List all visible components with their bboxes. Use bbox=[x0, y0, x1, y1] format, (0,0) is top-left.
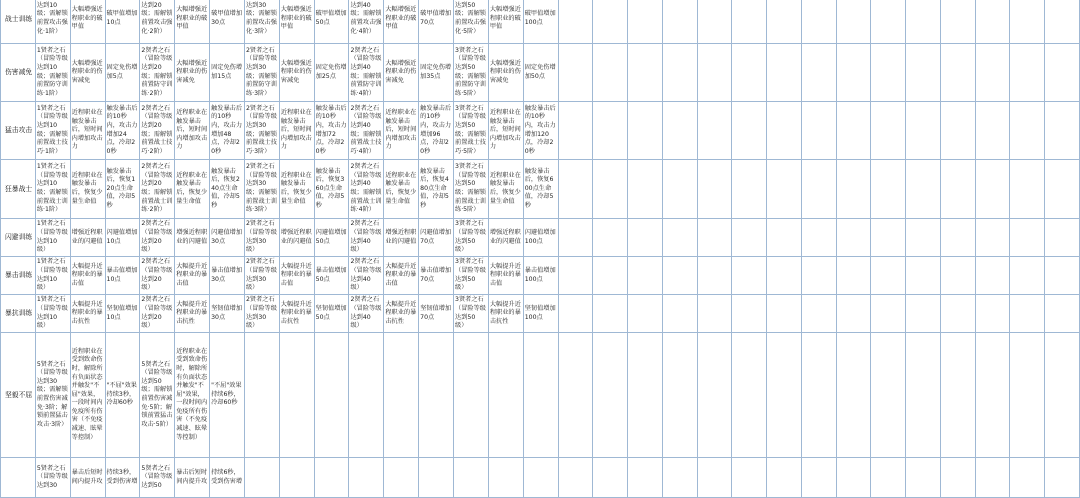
empty-cell[interactable] bbox=[767, 458, 802, 498]
table-row bbox=[1, 219, 1080, 257]
table-cell[interactable]: 达到30 级；需解锁 前置攻击强 化·3阶） bbox=[244, 0, 279, 44]
table-cell[interactable]: 近程职业在 触发暴击 后，短时间 内增加攻击 力 bbox=[279, 102, 314, 160]
table-cell[interactable]: 坚韧值增加 100点 bbox=[523, 295, 558, 333]
table-cell[interactable]: 2贤者之石 （冒险等级 达到20 级；需解锁 前置防守训 练·2阶） bbox=[140, 44, 175, 102]
empty-cell[interactable] bbox=[801, 102, 836, 160]
row-skill-name[interactable]: 暴抗训练 bbox=[1, 295, 36, 333]
table-cell[interactable]: 1贤者之石 （冒险等级 达到10 级） bbox=[35, 295, 70, 333]
row-skill-name[interactable]: 闪避训练 bbox=[1, 219, 36, 257]
empty-cell[interactable] bbox=[767, 333, 802, 458]
empty-cell[interactable] bbox=[1045, 257, 1080, 295]
empty-cell[interactable] bbox=[349, 333, 384, 458]
table-cell[interactable]: 大幅提升近 程职业的暴 击抗性 bbox=[488, 295, 523, 333]
empty-cell[interactable] bbox=[906, 0, 941, 44]
table-cell[interactable]: 近程职业在 触发暴击 后，短时间 内增加攻击 力 bbox=[175, 102, 210, 160]
table-cell[interactable]: 触发暴击 后，恢复6 00点生命 值，冷却5 秒 bbox=[523, 160, 558, 219]
empty-cell[interactable] bbox=[558, 333, 593, 458]
empty-cell[interactable] bbox=[871, 102, 906, 160]
empty-cell[interactable] bbox=[662, 102, 697, 160]
table-cell[interactable]: 2贤者之石 （冒险等级 达到30 级） bbox=[244, 257, 279, 295]
empty-cell[interactable] bbox=[1010, 219, 1045, 257]
table-cell[interactable]: "不屈"效果 持续3秒， 冷却60秒 bbox=[105, 333, 140, 458]
table-cell[interactable]: 闪避值增加 30点 bbox=[210, 219, 245, 257]
empty-cell[interactable] bbox=[628, 160, 663, 219]
table-cell[interactable]: 近程职业在 触发暴击 后，恢复少 量生命值 bbox=[175, 160, 210, 219]
empty-cell[interactable] bbox=[1045, 0, 1080, 44]
table-cell[interactable]: 大幅增强近 程职业的破 甲值 bbox=[279, 0, 314, 44]
empty-cell[interactable] bbox=[1045, 295, 1080, 333]
table-cell[interactable]: 2贤者之石 （冒险等级 达到40 级） bbox=[349, 295, 384, 333]
empty-cell[interactable] bbox=[1045, 333, 1080, 458]
table-cell[interactable]: 3贤者之石 （冒险等级 达到50 级） bbox=[454, 219, 489, 257]
empty-cell[interactable] bbox=[836, 333, 871, 458]
empty-cell[interactable] bbox=[1010, 458, 1045, 498]
empty-cell[interactable] bbox=[279, 333, 314, 458]
empty-cell[interactable] bbox=[871, 160, 906, 219]
empty-cell[interactable] bbox=[384, 458, 419, 498]
row-skill-name[interactable]: 坚毅不屈 bbox=[1, 333, 36, 458]
empty-cell[interactable] bbox=[697, 102, 732, 160]
table-cell[interactable]: 大幅增强近 程职业的伤 害减免 bbox=[384, 44, 419, 102]
table-cell[interactable]: 增强近程职 业的闪避值 bbox=[175, 219, 210, 257]
empty-cell[interactable] bbox=[940, 458, 975, 498]
table-cell[interactable]: 2贤者之石 （冒险等级 达到40 级；需解锁 前置防守训 练·4阶） bbox=[349, 44, 384, 102]
empty-cell[interactable] bbox=[801, 0, 836, 44]
empty-cell[interactable] bbox=[767, 0, 802, 44]
table-cell[interactable]: 大幅增强近 程职业的伤 害减免 bbox=[488, 44, 523, 102]
table-cell[interactable]: 破甲值增加 30点 bbox=[210, 0, 245, 44]
empty-cell[interactable] bbox=[1045, 160, 1080, 219]
table-cell[interactable]: 近程职业在 受到致命伤 时，解除所 有负面状态 并触发"不 屈"效果， 一段时间内 免疫所有伤 害（不免疫 减速、眩晕 等控制） bbox=[70, 333, 105, 458]
empty-cell[interactable] bbox=[732, 219, 767, 257]
empty-cell[interactable] bbox=[593, 295, 628, 333]
table-cell[interactable]: 大幅提升近 程职业的暴 击抗性 bbox=[175, 295, 210, 333]
table-cell[interactable]: 近程职业在 触发暴击 后，短时间 内增加攻击 力 bbox=[488, 102, 523, 160]
table-cell[interactable]: 大幅增强近 程职业的伤 害减免 bbox=[175, 44, 210, 102]
table-cell[interactable]: 2贤者之石 （冒险等级 达到20 级） bbox=[140, 257, 175, 295]
empty-cell[interactable] bbox=[1010, 257, 1045, 295]
empty-cell[interactable] bbox=[801, 295, 836, 333]
table-cell[interactable]: 5贤者之石 （冒险等级 达到30 bbox=[35, 458, 70, 498]
empty-cell[interactable] bbox=[662, 295, 697, 333]
table-cell[interactable]: 暴击值增加 10点 bbox=[105, 257, 140, 295]
empty-cell[interactable] bbox=[906, 44, 941, 102]
row-skill-name[interactable]: 猛击攻击 bbox=[1, 102, 36, 160]
table-cell[interactable]: 大幅提升近 程职业的暴 击抗性 bbox=[70, 295, 105, 333]
empty-cell[interactable] bbox=[558, 102, 593, 160]
empty-cell[interactable] bbox=[662, 160, 697, 219]
empty-cell[interactable] bbox=[593, 458, 628, 498]
table-cell[interactable]: 大幅增强近 程职业的破 甲值 bbox=[488, 0, 523, 44]
empty-cell[interactable] bbox=[593, 44, 628, 102]
empty-cell[interactable] bbox=[558, 219, 593, 257]
empty-cell[interactable] bbox=[593, 0, 628, 44]
table-cell[interactable]: 达到40 级；需解锁 前置攻击强 化·4阶） bbox=[349, 0, 384, 44]
empty-cell[interactable] bbox=[558, 458, 593, 498]
table-row bbox=[1, 160, 1080, 219]
table-cell[interactable]: 2贤者之石 （冒险等级 达到20 级） bbox=[140, 219, 175, 257]
empty-cell[interactable] bbox=[940, 333, 975, 458]
empty-cell[interactable] bbox=[662, 219, 697, 257]
table-row bbox=[1, 257, 1080, 295]
table-cell[interactable]: 大幅提升近 程职业的暴 击值 bbox=[70, 257, 105, 295]
empty-cell[interactable] bbox=[836, 44, 871, 102]
empty-cell[interactable] bbox=[801, 44, 836, 102]
empty-cell[interactable] bbox=[1010, 44, 1045, 102]
table-cell[interactable]: 近程职业在 触发暴击 后，恢复少 量生命值 bbox=[70, 160, 105, 219]
empty-cell[interactable] bbox=[697, 257, 732, 295]
table-cell[interactable]: 5贤者之石 （冒险等级 达到50 级；需解锁 前置伤害减 免·5阶；解 锁前置猛击 攻击·5阶） bbox=[140, 333, 175, 458]
empty-cell[interactable] bbox=[940, 257, 975, 295]
table-cell[interactable]: 大幅增强近 程职业的破 甲值 bbox=[175, 0, 210, 44]
empty-cell[interactable] bbox=[593, 160, 628, 219]
empty-cell[interactable] bbox=[975, 333, 1010, 458]
empty-cell[interactable] bbox=[906, 219, 941, 257]
table-cell[interactable]: 闪避值增加 10点 bbox=[105, 219, 140, 257]
empty-cell[interactable] bbox=[488, 333, 523, 458]
table-cell[interactable]: 固定免伤增 加35点 bbox=[419, 44, 454, 102]
empty-cell[interactable] bbox=[836, 458, 871, 498]
empty-cell[interactable] bbox=[836, 0, 871, 44]
empty-cell[interactable] bbox=[454, 458, 489, 498]
empty-cell[interactable] bbox=[940, 160, 975, 219]
empty-cell[interactable] bbox=[801, 219, 836, 257]
row-skill-name[interactable]: 战士训练 bbox=[1, 0, 36, 44]
table-cell[interactable]: 触发暴击 后，恢复4 80点生命 值，冷却5 秒 bbox=[419, 160, 454, 219]
empty-cell[interactable] bbox=[732, 160, 767, 219]
table-cell[interactable]: 3贤者之石 （冒险等级 达到50 级；需解锁 前置防守训 练·5阶） bbox=[454, 44, 489, 102]
table-cell[interactable]: 触发暴击后 的10秒 内，攻击力 增加96 点，冷却2 0秒 bbox=[419, 102, 454, 160]
table-cell[interactable]: 坚韧值增加 50点 bbox=[314, 295, 349, 333]
empty-cell[interactable] bbox=[975, 295, 1010, 333]
table-cell[interactable]: 2贤者之石 （冒险等级 达到30 级） bbox=[244, 219, 279, 257]
empty-cell[interactable] bbox=[1045, 44, 1080, 102]
table-cell[interactable]: 坚韧值增加 30点 bbox=[210, 295, 245, 333]
table-cell[interactable]: 近程职业在 受到致命伤 时，解除所 有负面状态 并触发"不 屈"效果， 一段时间内 免疫所有伤 害（不免疫 减速、眩晕 等控制） bbox=[175, 333, 210, 458]
empty-cell[interactable] bbox=[801, 458, 836, 498]
table-cell[interactable]: 2贤者之石 （冒险等级 达到20 级） bbox=[140, 295, 175, 333]
table-cell[interactable]: 2贤者之石 （冒险等级 达到40 级；需解锁 前置战士技 巧·4阶） bbox=[349, 102, 384, 160]
table-cell[interactable]: 触发暴击 后，恢复2 40点生命 值，冷却5 秒 bbox=[210, 160, 245, 219]
empty-cell[interactable] bbox=[732, 295, 767, 333]
empty-cell[interactable] bbox=[488, 458, 523, 498]
empty-cell[interactable] bbox=[454, 333, 489, 458]
empty-cell[interactable] bbox=[975, 257, 1010, 295]
empty-cell[interactable] bbox=[975, 160, 1010, 219]
empty-cell[interactable] bbox=[906, 295, 941, 333]
table-cell[interactable]: 近程职业在 触发暴击 后，恢复少 量生命值 bbox=[488, 160, 523, 219]
empty-cell[interactable] bbox=[244, 333, 279, 458]
empty-cell[interactable] bbox=[836, 219, 871, 257]
table-cell[interactable]: 2贤者之石 （冒险等级 达到30 级；需解锁 前置防守训 练·3阶） bbox=[244, 44, 279, 102]
empty-cell[interactable] bbox=[940, 0, 975, 44]
table-cell[interactable]: 暴击后短时 间内提升攻 bbox=[175, 458, 210, 498]
empty-cell[interactable] bbox=[801, 333, 836, 458]
empty-cell[interactable] bbox=[836, 257, 871, 295]
table-row bbox=[1, 295, 1080, 333]
table-cell[interactable]: 破甲值增加 50点 bbox=[314, 0, 349, 44]
empty-cell[interactable] bbox=[732, 44, 767, 102]
table-cell[interactable]: 固定免伤增 加50点 bbox=[523, 44, 558, 102]
row-skill-name[interactable]: 伤害减免 bbox=[1, 44, 36, 102]
empty-cell[interactable] bbox=[871, 458, 906, 498]
empty-cell[interactable] bbox=[558, 160, 593, 219]
empty-cell[interactable] bbox=[1045, 219, 1080, 257]
table-cell[interactable]: 2贤者之石 （冒险等级 达到40 级） bbox=[349, 219, 384, 257]
table-cell[interactable]: 触发暴击后 的10秒 内，攻击力 增加120 点，冷却2 0秒 bbox=[523, 102, 558, 160]
table-cell[interactable]: 固定免伤增 加15点 bbox=[210, 44, 245, 102]
table-cell[interactable]: 大幅提升近 程职业的暴 击抗性 bbox=[384, 295, 419, 333]
table-cell[interactable]: 固定免伤增 加25点 bbox=[314, 44, 349, 102]
empty-cell[interactable] bbox=[975, 219, 1010, 257]
table-cell[interactable]: 3贤者之石 （冒险等级 达到50 级） bbox=[454, 295, 489, 333]
empty-cell[interactable] bbox=[558, 44, 593, 102]
empty-cell[interactable] bbox=[1010, 295, 1045, 333]
empty-cell[interactable] bbox=[940, 44, 975, 102]
empty-cell[interactable] bbox=[906, 160, 941, 219]
table-cell[interactable]: 暴击值增加 100点 bbox=[523, 257, 558, 295]
table-cell[interactable]: 3贤者之石 （冒险等级 达到50 级） bbox=[454, 257, 489, 295]
table-cell[interactable]: 暴击值增加 30点 bbox=[210, 257, 245, 295]
table-cell[interactable]: 触发暴击后 的10秒 内，攻击力 增加48 点，冷却2 0秒 bbox=[210, 102, 245, 160]
table-cell[interactable]: 2贤者之石 （冒险等级 达到40 级） bbox=[349, 257, 384, 295]
empty-cell[interactable] bbox=[593, 257, 628, 295]
table-row bbox=[1, 0, 1080, 44]
empty-cell[interactable] bbox=[732, 257, 767, 295]
empty-cell[interactable] bbox=[906, 458, 941, 498]
empty-cell[interactable] bbox=[384, 333, 419, 458]
table-cell[interactable]: 大幅提升近 程职业的暴 击值 bbox=[175, 257, 210, 295]
empty-cell[interactable] bbox=[871, 0, 906, 44]
table-row bbox=[1, 333, 1080, 458]
table-cell[interactable]: 持续6秒， 受到伤害增 bbox=[210, 458, 245, 498]
empty-cell[interactable] bbox=[732, 458, 767, 498]
empty-cell[interactable] bbox=[906, 102, 941, 160]
empty-cell[interactable] bbox=[697, 44, 732, 102]
empty-cell[interactable] bbox=[697, 333, 732, 458]
table-cell[interactable]: 3贤者之石 （冒险等级 达到50 级；需解锁 前置战士技 巧·5阶） bbox=[454, 102, 489, 160]
table-cell[interactable]: 坚韧值增加 70点 bbox=[419, 295, 454, 333]
table-cell[interactable]: 大幅增强近 程职业的破 甲值 bbox=[70, 0, 105, 44]
table-cell[interactable]: 1贤者之石 （冒险等级 达到10 级） bbox=[35, 257, 70, 295]
empty-cell[interactable] bbox=[871, 219, 906, 257]
table-cell[interactable]: 增强近程职 业的闪避值 bbox=[279, 219, 314, 257]
table-cell[interactable]: 1贤者之石 （冒险等级 达到10 级；需解锁 前置战士技 巧·1阶） bbox=[35, 102, 70, 160]
empty-cell[interactable] bbox=[940, 219, 975, 257]
empty-cell[interactable] bbox=[871, 257, 906, 295]
table-cell[interactable]: 触发暴击 后，恢复3 60点生命 值，冷却5 秒 bbox=[314, 160, 349, 219]
empty-cell[interactable] bbox=[871, 333, 906, 458]
empty-cell[interactable] bbox=[523, 333, 558, 458]
empty-cell[interactable] bbox=[244, 458, 279, 498]
table-cell[interactable]: 近程职业在 触发暴击 后，恢复少 量生命值 bbox=[279, 160, 314, 219]
table-cell[interactable]: 固定免伤增 加5点 bbox=[105, 44, 140, 102]
table-row bbox=[1, 102, 1080, 160]
table-cell[interactable]: 1贤者之石 （冒险等级 达到10 级；需解锁 前置防守训 练·1阶） bbox=[35, 44, 70, 102]
table-cell[interactable]: 触发暴击后 的10秒 内，攻击力 增加72 点，冷却2 0秒 bbox=[314, 102, 349, 160]
empty-cell[interactable] bbox=[1045, 102, 1080, 160]
table-cell[interactable]: 暴击后短时 间内提升攻 bbox=[70, 458, 105, 498]
empty-cell[interactable] bbox=[732, 333, 767, 458]
empty-cell[interactable] bbox=[767, 219, 802, 257]
table-cell[interactable]: 暴击值增加 50点 bbox=[314, 257, 349, 295]
table-cell[interactable]: 近程职业在 触发暴击 后，短时间 内增加攻击 力 bbox=[384, 102, 419, 160]
empty-cell[interactable] bbox=[975, 44, 1010, 102]
empty-cell[interactable] bbox=[593, 102, 628, 160]
empty-cell[interactable] bbox=[940, 102, 975, 160]
empty-cell[interactable] bbox=[871, 44, 906, 102]
table-cell[interactable]: 3贤者之石 （冒险等级 达到50 级；需解锁 前置战士训 练·5阶） bbox=[454, 160, 489, 219]
table-cell[interactable]: 增强近程职 业的闪避值 bbox=[384, 219, 419, 257]
table-cell[interactable]: 1贤者之石 （冒险等级 达到10 级；需解锁 前置战士训 练·1阶） bbox=[35, 160, 70, 219]
table-cell[interactable]: 近程职业在 触发暴击 后，短时间 内增加攻击 力 bbox=[70, 102, 105, 160]
table-cell[interactable]: 触发暴击后 的10秒 内，攻击力 增加24 点，冷却2 0秒 bbox=[105, 102, 140, 160]
empty-cell[interactable] bbox=[975, 0, 1010, 44]
empty-cell[interactable] bbox=[419, 333, 454, 458]
table-cell[interactable]: 破甲值增加 10点 bbox=[105, 0, 140, 44]
table-cell[interactable]: 5贤者之石 （冒险等级 达到50 bbox=[140, 458, 175, 498]
empty-cell[interactable] bbox=[1045, 458, 1080, 498]
table-cell[interactable]: 闪避值增加 100点 bbox=[523, 219, 558, 257]
empty-cell[interactable] bbox=[975, 102, 1010, 160]
row-skill-name[interactable] bbox=[1, 458, 36, 498]
table-cell[interactable]: 达到10 级；需解锁 前置攻击强 化·1阶） bbox=[35, 0, 70, 44]
table-cell[interactable]: 增强近程职 业的闪避值 bbox=[488, 219, 523, 257]
empty-cell[interactable] bbox=[767, 257, 802, 295]
empty-cell[interactable] bbox=[697, 219, 732, 257]
empty-cell[interactable] bbox=[558, 257, 593, 295]
table-cell[interactable]: 2贤者之石 （冒险等级 达到30 级；需解锁 前置战士技 巧·3阶） bbox=[244, 102, 279, 160]
empty-cell[interactable] bbox=[523, 458, 558, 498]
empty-cell[interactable] bbox=[628, 333, 663, 458]
empty-cell[interactable] bbox=[314, 333, 349, 458]
empty-cell[interactable] bbox=[558, 0, 593, 44]
table-cell[interactable]: 大幅提升近 程职业的暴 击抗性 bbox=[279, 295, 314, 333]
empty-cell[interactable] bbox=[662, 257, 697, 295]
empty-cell[interactable] bbox=[558, 295, 593, 333]
empty-cell[interactable] bbox=[767, 44, 802, 102]
table-cell[interactable]: 大幅提升近 程职业的暴 击值 bbox=[279, 257, 314, 295]
empty-cell[interactable] bbox=[732, 0, 767, 44]
table-cell[interactable]: 2贤者之石 （冒险等级 达到20 级；需解锁 前置战士技 巧·2阶） bbox=[140, 102, 175, 160]
table-cell[interactable]: 2贤者之石 （冒险等级 达到40 级；需解锁 前置战士训 练·4阶） bbox=[349, 160, 384, 219]
empty-cell[interactable] bbox=[628, 295, 663, 333]
empty-cell[interactable] bbox=[697, 458, 732, 498]
empty-cell[interactable] bbox=[628, 102, 663, 160]
table-cell[interactable]: 闪避值增加 50点 bbox=[314, 219, 349, 257]
empty-cell[interactable] bbox=[940, 295, 975, 333]
empty-cell[interactable] bbox=[975, 458, 1010, 498]
table-row bbox=[1, 44, 1080, 102]
table-cell[interactable]: 大幅增强近 程职业的伤 害减免 bbox=[70, 44, 105, 102]
empty-cell[interactable] bbox=[836, 295, 871, 333]
empty-cell[interactable] bbox=[697, 0, 732, 44]
table-cell[interactable]: 2贤者之石 （冒险等级 达到30 级） bbox=[244, 295, 279, 333]
table-cell[interactable]: 持续3秒， 受到伤害增 bbox=[105, 458, 140, 498]
table-row bbox=[1, 458, 1080, 498]
table-cell[interactable]: 达到50 级；需解锁 前置攻击强 化·5阶） bbox=[454, 0, 489, 44]
empty-cell[interactable] bbox=[628, 44, 663, 102]
empty-cell[interactable] bbox=[906, 257, 941, 295]
table-cell[interactable]: 1贤者之石 （冒险等级 达到10 级） bbox=[35, 219, 70, 257]
empty-cell[interactable] bbox=[767, 160, 802, 219]
empty-cell[interactable] bbox=[697, 295, 732, 333]
empty-cell[interactable] bbox=[279, 458, 314, 498]
table-cell[interactable]: 大幅提升近 程职业的暴 击值 bbox=[384, 257, 419, 295]
empty-cell[interactable] bbox=[801, 257, 836, 295]
empty-cell[interactable] bbox=[1010, 160, 1045, 219]
empty-cell[interactable] bbox=[593, 219, 628, 257]
table-cell[interactable]: 2贤者之石 （冒险等级 达到30 级；需解锁 前置战士训 练·3阶） bbox=[244, 160, 279, 219]
row-skill-name[interactable]: 暴击训练 bbox=[1, 257, 36, 295]
empty-cell[interactable] bbox=[767, 295, 802, 333]
empty-cell[interactable] bbox=[662, 333, 697, 458]
empty-cell[interactable] bbox=[801, 160, 836, 219]
empty-cell[interactable] bbox=[349, 458, 384, 498]
empty-cell[interactable] bbox=[662, 0, 697, 44]
empty-cell[interactable] bbox=[314, 458, 349, 498]
empty-cell[interactable] bbox=[662, 44, 697, 102]
table-cell[interactable]: 近程职业在 触发暴击 后，恢复少 量生命值 bbox=[384, 160, 419, 219]
empty-cell[interactable] bbox=[662, 458, 697, 498]
empty-cell[interactable] bbox=[697, 160, 732, 219]
table-cell[interactable]: 2贤者之石 （冒险等级 达到20 级；需解锁 前置战士训 练·2阶） bbox=[140, 160, 175, 219]
row-skill-name[interactable]: 狂暴战士 bbox=[1, 160, 36, 219]
empty-cell[interactable] bbox=[732, 102, 767, 160]
table-cell[interactable]: 触发暴击 后，恢复1 20点生命 值，冷却5 秒 bbox=[105, 160, 140, 219]
table-cell[interactable]: 闪避值增加 70点 bbox=[419, 219, 454, 257]
table-cell[interactable]: 破甲值增加 70点 bbox=[419, 0, 454, 44]
table-cell[interactable]: 大幅增强近 程职业的伤 害减免 bbox=[279, 44, 314, 102]
empty-cell[interactable] bbox=[628, 257, 663, 295]
table-cell[interactable]: 暴击值增加 70点 bbox=[419, 257, 454, 295]
table-cell[interactable]: 破甲值增加 100点 bbox=[523, 0, 558, 44]
empty-cell[interactable] bbox=[628, 458, 663, 498]
empty-cell[interactable] bbox=[419, 458, 454, 498]
table-cell[interactable]: 坚韧值增加 10点 bbox=[105, 295, 140, 333]
table-cell[interactable]: 大幅提升近 程职业的暴 击值 bbox=[488, 257, 523, 295]
table-cell[interactable]: 增强近程职 业的闪避值 bbox=[70, 219, 105, 257]
empty-cell[interactable] bbox=[836, 102, 871, 160]
empty-cell[interactable] bbox=[1010, 333, 1045, 458]
empty-cell[interactable] bbox=[836, 160, 871, 219]
table-cell[interactable]: "不屈"效果 持续6秒， 冷却60秒 bbox=[210, 333, 245, 458]
empty-cell[interactable] bbox=[871, 295, 906, 333]
table-cell[interactable]: 5贤者之石 （冒险等级 达到30 级；需解锁 前置伤害减 免·3阶；解 锁前置猛击 攻击·3阶） bbox=[35, 333, 70, 458]
empty-cell[interactable] bbox=[1010, 102, 1045, 160]
empty-cell[interactable] bbox=[767, 102, 802, 160]
empty-cell[interactable] bbox=[593, 333, 628, 458]
empty-cell[interactable] bbox=[628, 219, 663, 257]
empty-cell[interactable] bbox=[628, 0, 663, 44]
empty-cell[interactable] bbox=[1010, 0, 1045, 44]
empty-cell[interactable] bbox=[906, 333, 941, 458]
table-cell[interactable]: 达到20 级；需解锁 前置攻击强 化·2阶） bbox=[140, 0, 175, 44]
table-cell[interactable]: 大幅增强近 程职业的破 甲值 bbox=[384, 0, 419, 44]
